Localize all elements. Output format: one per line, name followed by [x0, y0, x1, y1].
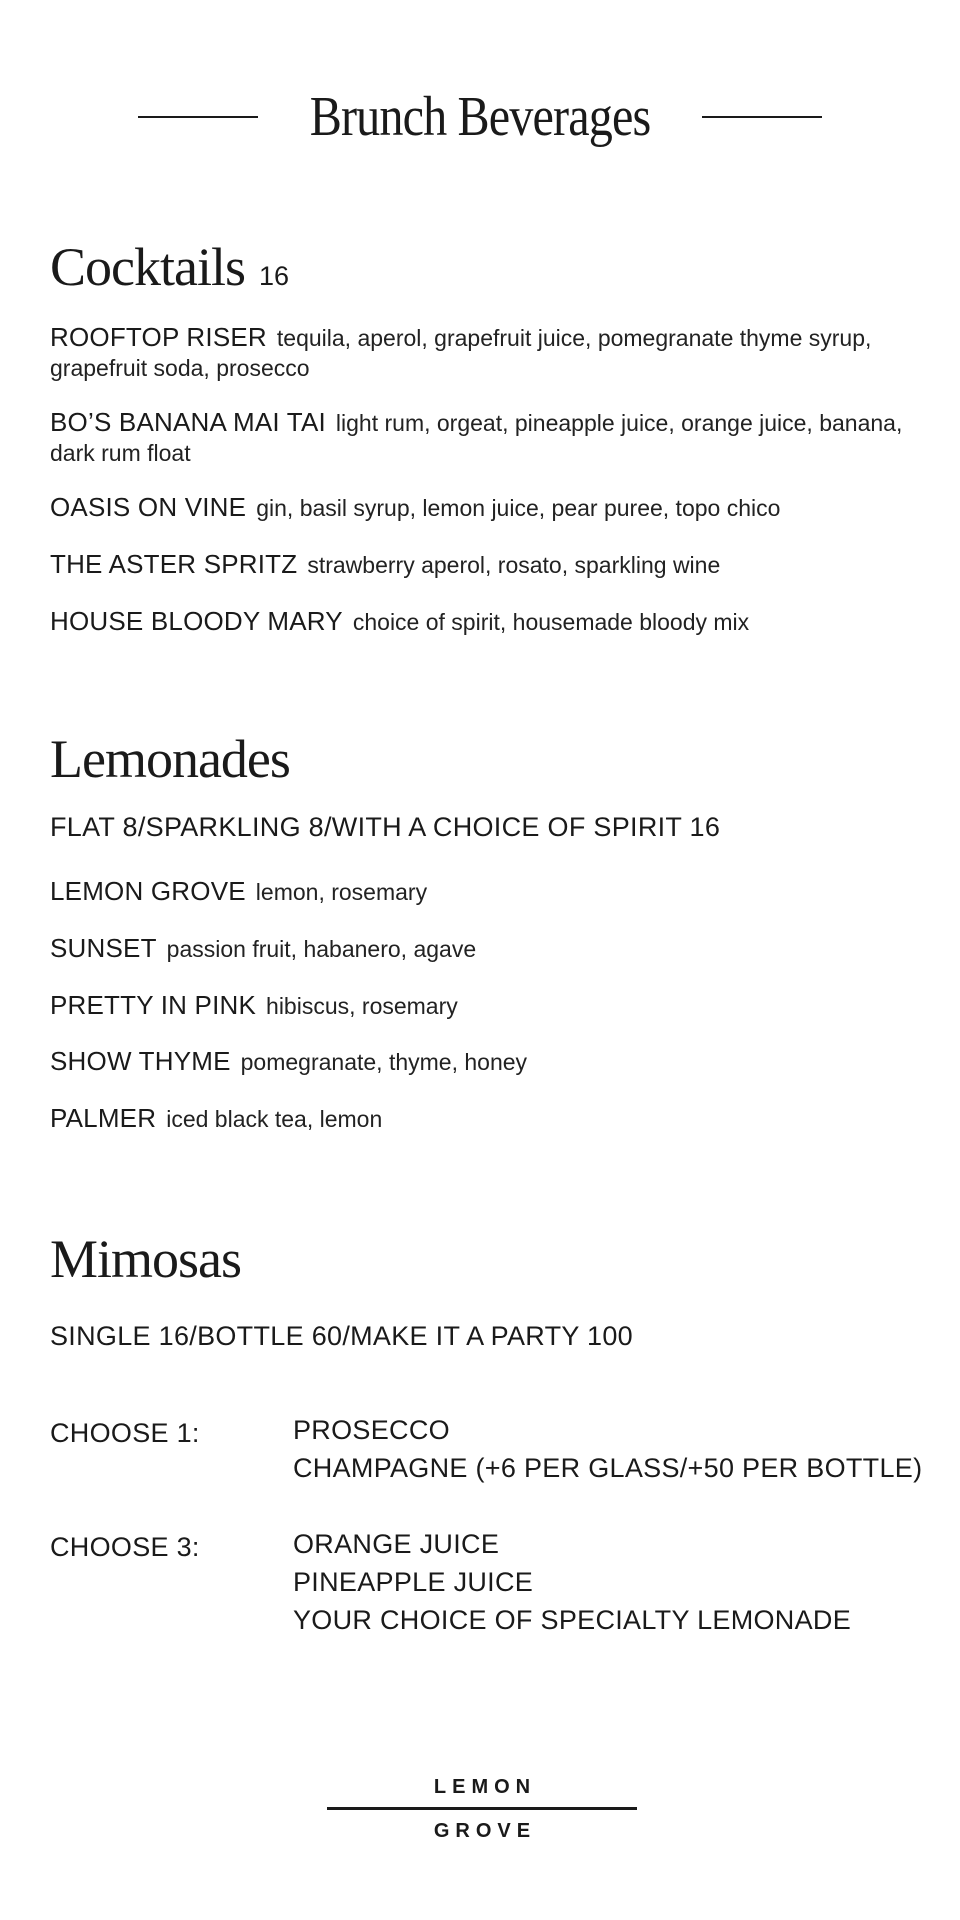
choose-3-options	[293, 1525, 851, 1639]
item-desc: hibiscus, rosemary	[266, 993, 458, 1019]
item-name: LEMON GROVE	[50, 876, 246, 906]
item-name: SUNSET	[50, 933, 157, 963]
menu-title-row	[0, 82, 960, 152]
cocktails-price: 16	[258, 261, 290, 291]
logo-divider	[327, 1807, 637, 1810]
menu-item-sunset	[50, 933, 920, 964]
menu-item-house-bloody-mary	[50, 606, 920, 637]
option-item: YOUR CHOICE OF SPECIALTY LEMONADE	[293, 1605, 852, 1635]
item-name: OASIS ON VINE	[50, 492, 247, 522]
menu-item-aster-spritz	[50, 549, 920, 580]
item-name: THE ASTER SPRITZ	[50, 549, 298, 579]
item-name: ROOFTOP RISER	[50, 322, 267, 352]
menu-item-palmer	[50, 1103, 920, 1134]
option-item: CHAMPAGNE (+6 PER GLASS/+50 PER BOTTLE)	[293, 1453, 923, 1483]
option-item: PINEAPPLE JUICE	[293, 1567, 534, 1597]
title-left-rule	[138, 116, 258, 118]
item-name: HOUSE BLOODY MARY	[50, 606, 343, 636]
title-right-rule	[702, 116, 822, 118]
choose-1-label: CHOOSE 1:	[50, 1418, 200, 1448]
logo-word-1: LEMON	[433, 1776, 537, 1798]
lemon-grove-logo	[327, 1776, 637, 1843]
mimosas-heading: Mimosas	[50, 1229, 242, 1289]
option-item: ORANGE JUICE	[293, 1529, 500, 1559]
item-desc: lemon, rosemary	[255, 879, 428, 905]
item-desc: gin, basil syrup, lemon juice, pear puree, topo chico	[256, 495, 781, 521]
choose-3-label: CHOOSE 3:	[50, 1532, 200, 1562]
item-desc: pomegranate, thyme, honey	[240, 1049, 528, 1075]
menu-item-rooftop-riser	[50, 322, 920, 383]
lemonades-price-line: FLAT 8/SPARKLING 8/WITH A CHOICE OF SPIRIT 16	[50, 812, 721, 842]
cocktails-title: Cocktails	[50, 237, 245, 297]
item-desc: tequila, aperol, grapefruit juice, pomegranate thyme syrup, grapefruit soda, prosecco	[50, 325, 872, 381]
menu-item-lemon-grove	[50, 876, 920, 907]
option-item: PROSECCO	[293, 1415, 450, 1445]
logo-word-2: GROVE	[433, 1820, 537, 1842]
item-name: SHOW THYME	[50, 1046, 231, 1076]
mimosas-price-line: SINGLE 16/BOTTLE 60/MAKE IT A PARTY 100	[50, 1321, 633, 1351]
item-desc: passion fruit, habanero, agave	[166, 936, 477, 962]
item-name: PRETTY IN PINK	[50, 990, 257, 1020]
menu-item-pretty-in-pink	[50, 990, 920, 1021]
lemonades-heading: Lemonades	[50, 729, 290, 789]
cocktails-heading	[50, 237, 290, 297]
menu-item-banana-mai-tai	[50, 407, 920, 468]
item-desc: light rum, orgeat, pineapple juice, orange juice, banana, dark rum float	[50, 410, 903, 466]
choose-1-options	[293, 1411, 922, 1487]
item-desc: iced black tea, lemon	[166, 1106, 383, 1132]
page-title: Brunch Beverages	[309, 86, 651, 148]
menu-item-oasis-on-vine	[50, 492, 920, 523]
item-desc: strawberry aperol, rosato, sparkling wine	[307, 552, 721, 578]
menu-item-show-thyme	[50, 1046, 920, 1077]
item-name: BO’S BANANA MAI TAI	[50, 407, 326, 437]
item-name: PALMER	[50, 1103, 157, 1133]
item-desc: choice of spirit, housemade bloody mix	[352, 609, 750, 635]
